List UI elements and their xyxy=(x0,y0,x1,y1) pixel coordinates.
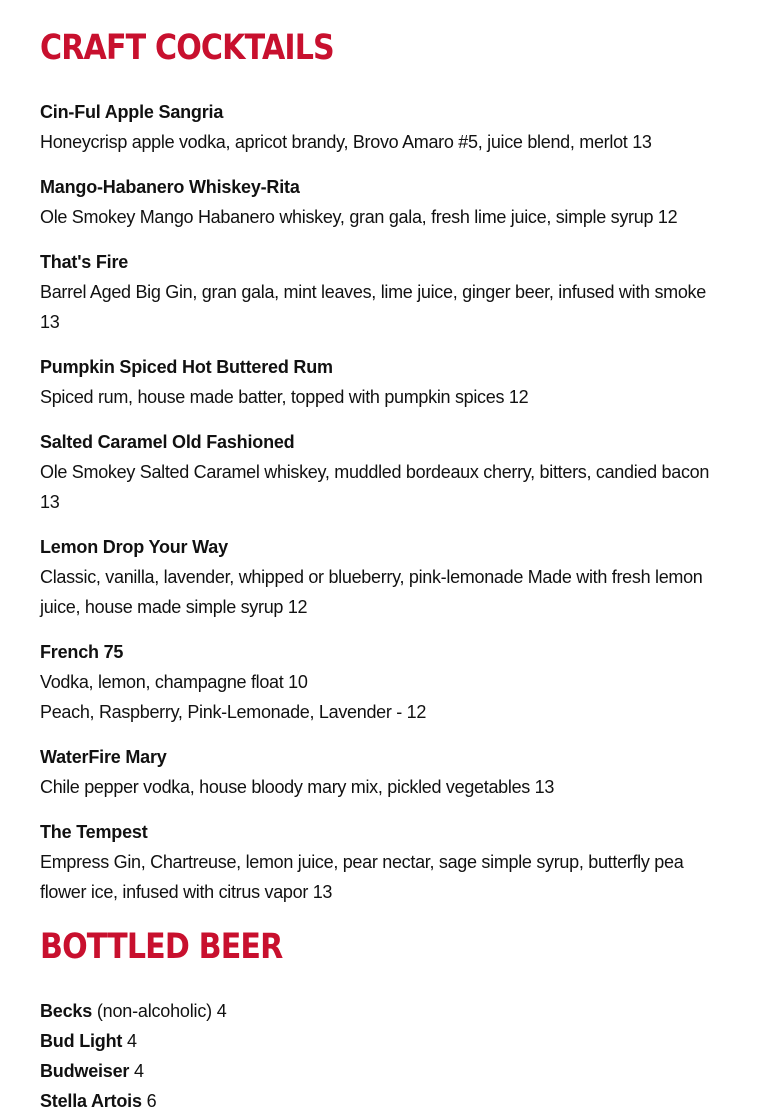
cocktail-item xyxy=(40,97,730,157)
cocktail-description-variant: Peach, Raspberry, Pink-Lemonade, Lavender - 12 xyxy=(40,702,427,722)
cocktail-description: Classic, vanilla, lavender, whipped or blueberry, pink-lemonade Made with fresh lemon juice, house made simple syrup 12 xyxy=(40,567,703,617)
cocktail-item xyxy=(40,637,730,727)
cocktail-description: Vodka, lemon, champagne float 10 xyxy=(40,672,308,692)
section-title-bottled-beer: BOTTLED BEER xyxy=(40,927,283,967)
cocktail-description: Spiced rum, house made batter, topped with pumpkin spices 12 xyxy=(40,387,529,407)
beer-name: Bud Light xyxy=(40,1031,123,1051)
cocktail-item xyxy=(40,532,730,622)
beer-price: (non-alcoholic) 4 xyxy=(96,1001,227,1021)
beer-price: 4 xyxy=(126,1031,137,1051)
section-title-craft-cocktails: CRAFT COCKTAILS xyxy=(40,28,334,68)
cocktail-item xyxy=(40,247,730,337)
cocktail-name: WaterFire Mary xyxy=(40,747,167,767)
cocktail-description: Ole Smokey Salted Caramel whiskey, muddled bordeaux cherry, bitters, candied bacon 13 xyxy=(40,462,710,512)
cocktail-name: Lemon Drop Your Way xyxy=(40,537,228,557)
cocktail-name: The Tempest xyxy=(40,822,148,842)
cocktail-item xyxy=(40,427,730,517)
cocktail-list xyxy=(40,97,730,922)
cocktail-description: Honeycrisp apple vodka, apricot brandy, Brovo Amaro #5, juice blend, merlot 13 xyxy=(40,132,652,152)
beer-price: 4 xyxy=(134,1061,144,1081)
beer-item xyxy=(40,1086,227,1116)
cocktail-name: Pumpkin Spiced Hot Buttered Rum xyxy=(40,357,333,377)
beer-name: Budweiser xyxy=(40,1061,130,1081)
beer-item xyxy=(40,996,227,1026)
cocktail-name: Mango-Habanero Whiskey-Rita xyxy=(40,177,300,197)
beer-price: 6 xyxy=(146,1091,157,1111)
cocktail-name: Salted Caramel Old Fashioned xyxy=(40,432,295,452)
cocktail-name: French 75 xyxy=(40,642,124,662)
cocktail-name: That's Fire xyxy=(40,252,129,272)
cocktail-item xyxy=(40,172,730,232)
cocktail-item xyxy=(40,817,730,907)
beer-list xyxy=(40,996,227,1116)
beer-item xyxy=(40,1056,227,1086)
cocktail-description: Chile pepper vodka, house bloody mary mix, pickled vegetables 13 xyxy=(40,777,555,797)
cocktail-name: Cin-Ful Apple Sangria xyxy=(40,102,224,122)
cocktail-description: Ole Smokey Mango Habanero whiskey, gran gala, fresh lime juice, simple syrup 12 xyxy=(40,207,678,227)
beer-item xyxy=(40,1026,227,1056)
cocktail-item xyxy=(40,742,730,802)
beer-name: Stella Artois xyxy=(40,1091,142,1111)
cocktail-description: Empress Gin, Chartreuse, lemon juice, pear nectar, sage simple syrup, butterfly pea flower ice, infused with citrus vapor 13 xyxy=(40,852,684,902)
cocktail-item xyxy=(40,352,730,412)
beer-name: Becks xyxy=(40,1001,93,1021)
cocktail-description: Barrel Aged Big Gin, gran gala, mint leaves, lime juice, ginger beer, infused with smoke 13 xyxy=(40,282,706,332)
